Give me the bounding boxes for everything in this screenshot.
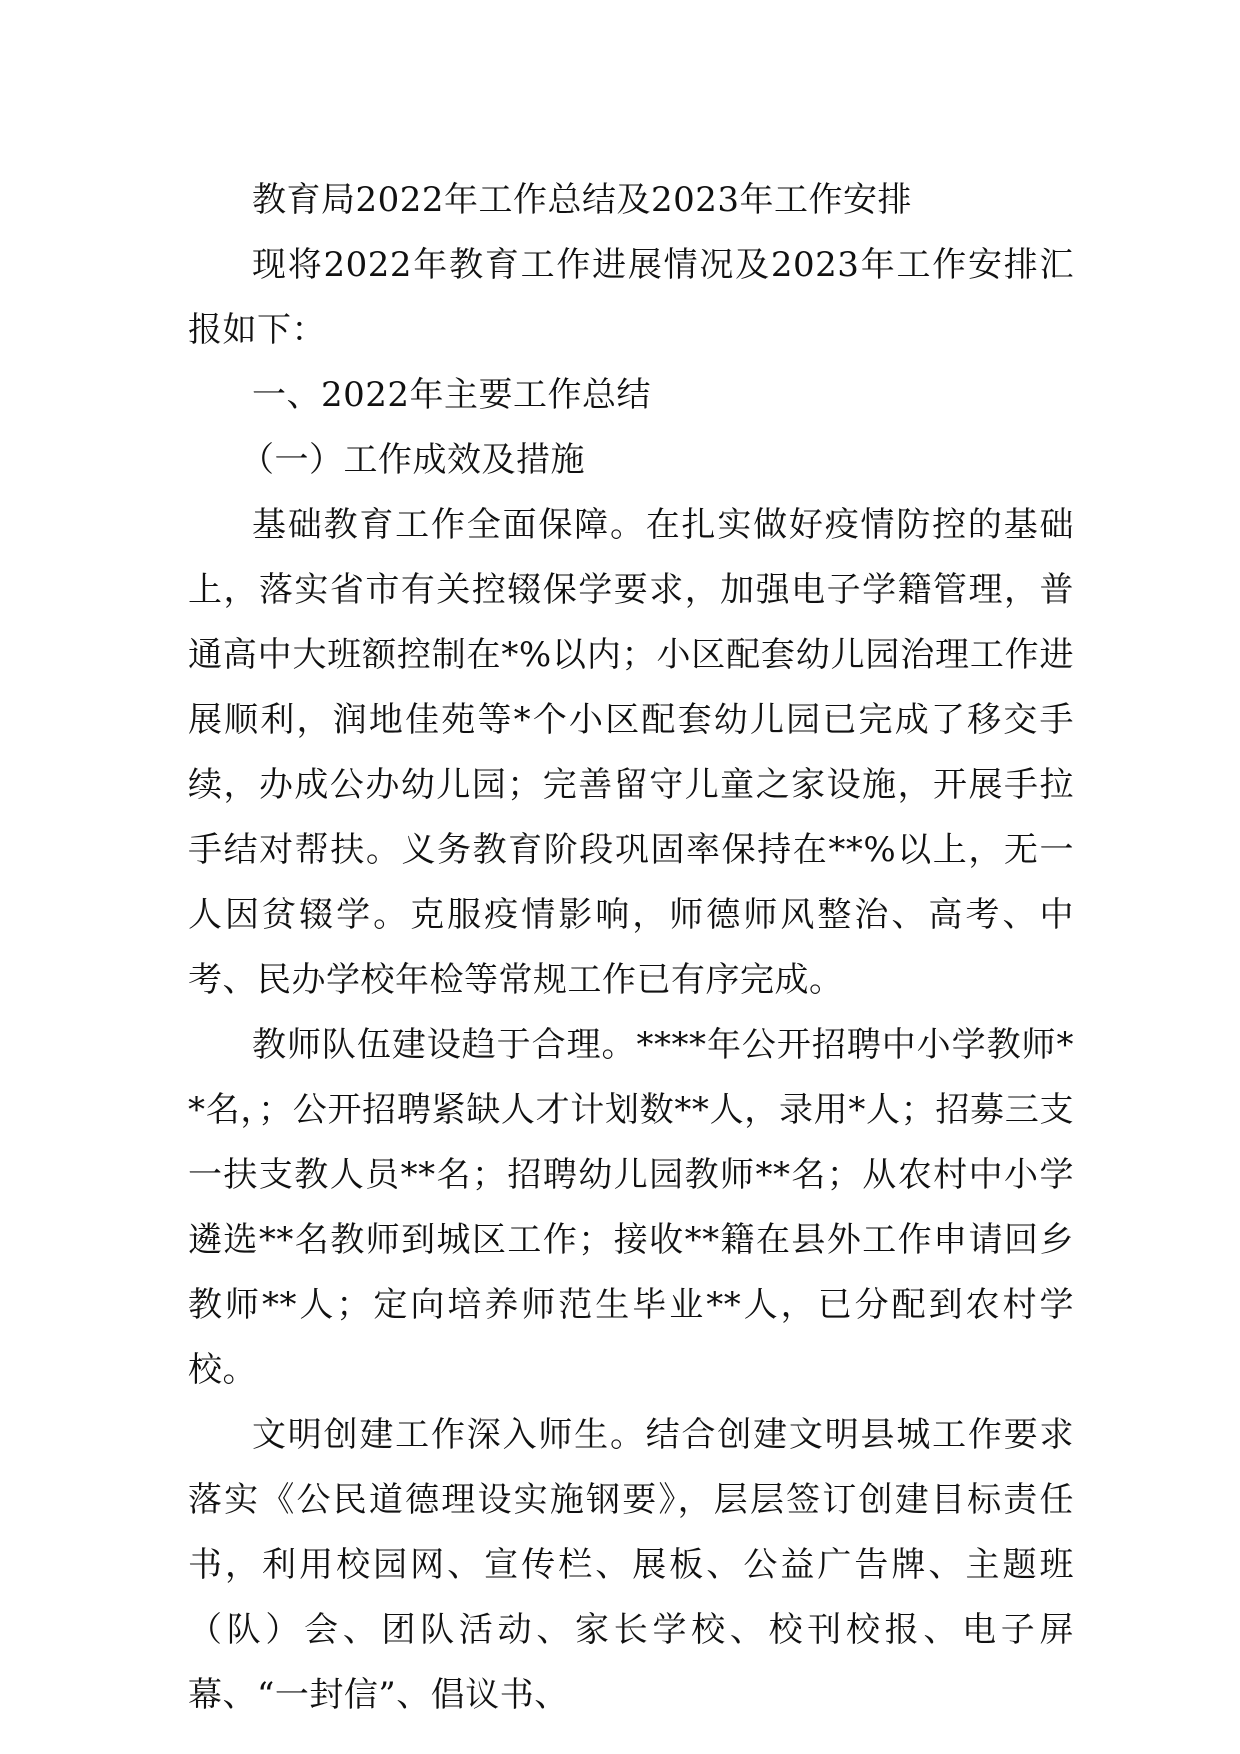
paragraph-teacher-team: 教师队伍建设趋于合理。****年公开招聘中小学教师**名，；公开招聘紧缺人才计划数**人，录用*人；招募三支一扶支教人员**名；招聘幼儿园教师**名；从农村中小学遴选**名教师到城区工作；接收**籍在县外工作申请回乡教师**人；定向培养师范生毕业**人，已分配到农村学校。 [188, 1025, 1074, 1390]
document-title: 教育局2022年工作总结及2023年工作安排 [252, 180, 913, 220]
subsection-heading: （一）工作成效及措施 [240, 440, 585, 480]
paragraph-civilization: 文明创建工作深入师生。结合创建文明县城工作要求落实《公民道德理设实施钢要》，层层签订创建目标责任书，利用校园网、宣传栏、展板、公益广告牌、主题班（队）会、团队活动、家长学校、校刊校报、电子屏幕、“一封信”、倡议书、 [188, 1415, 1074, 1715]
intro-paragraph: 现将2022年教育工作进展情况及2023年工作安排汇报如下： [188, 245, 1074, 350]
section-heading: 一、2022年主要工作总结 [252, 375, 652, 415]
paragraph-basic-education: 基础教育工作全面保障。在扎实做好疫情防控的基础上，落实省市有关控辍保学要求，加强电子学籍管理，普通高中大班额控制在*%以内；小区配套幼儿园治理工作进展顺利，润地佳苑等*个小区配套幼儿园已完成了移交手续，办成公办幼儿园；完善留守儿童之家设施，开展手拉手结对帮扶。义务教育阶段巩固率保持在**%以上，无一人因贫辍学。克服疫情影响，师德师风整治、高考、中考、民办学校年检等常规工作已有序完成。 [188, 505, 1074, 1000]
document-page [188, 168, 1074, 1728]
